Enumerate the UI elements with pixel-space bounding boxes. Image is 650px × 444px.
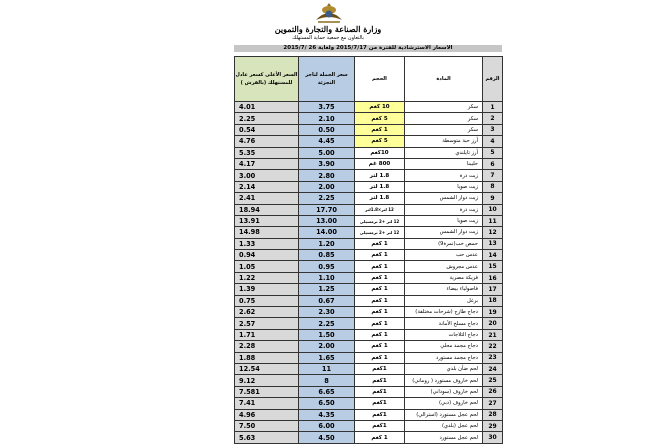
row-number: 19 — [483, 307, 503, 318]
row-number: 6 — [483, 158, 503, 169]
wholesale-price-cell: 13.00 — [299, 215, 355, 226]
row-number: 26 — [483, 386, 503, 397]
material-cell: دجاج مسلخ الأمانة — [405, 318, 483, 329]
size-cell: 12 لتر +2 ترمسيلي — [355, 227, 405, 238]
wholesale-price-cell: 1.20 — [299, 238, 355, 249]
material-cell: لحم عجل (بلدي) — [405, 420, 483, 431]
table-row — [235, 284, 503, 295]
table-row — [235, 215, 503, 226]
row-number: 14 — [483, 250, 503, 261]
row-number: 30 — [483, 432, 503, 443]
row-number: 25 — [483, 375, 503, 386]
wholesale-price-cell: 17.70 — [299, 204, 355, 215]
jordan-emblem-icon — [312, 2, 346, 24]
price-document — [154, 0, 502, 442]
row-number: 11 — [483, 215, 503, 226]
wholesale-price-cell: 2.30 — [299, 307, 355, 318]
retail-price-cell: 2.57 — [235, 318, 299, 329]
table-row — [235, 363, 503, 374]
wholesale-price-cell: 1.25 — [299, 284, 355, 295]
material-cell: لحم خاروف (دبي) — [405, 398, 483, 409]
retail-price-cell: 1.05 — [235, 261, 299, 272]
wholesale-price-cell: 2.25 — [299, 193, 355, 204]
table-row — [235, 193, 503, 204]
retail-price-cell: 5.35 — [235, 147, 299, 158]
table-row — [235, 227, 503, 238]
material-cell: سكر — [405, 113, 483, 124]
wholesale-price-cell: 6.65 — [299, 386, 355, 397]
retail-price-cell: 1.22 — [235, 272, 299, 283]
wholesale-price-cell: 11 — [299, 363, 355, 374]
size-cell: 1كغم — [355, 398, 405, 409]
wholesale-price-cell: 2.00 — [299, 181, 355, 192]
row-number: 29 — [483, 420, 503, 431]
material-cell: حليبنا — [405, 158, 483, 169]
size-cell: 1 كغم — [355, 124, 405, 135]
size-cell: 1كغم — [355, 363, 405, 374]
table-row — [235, 170, 503, 181]
retail-price-cell: 12.54 — [235, 363, 299, 374]
table-row — [235, 250, 503, 261]
table-row — [235, 147, 503, 158]
table-row — [235, 295, 503, 306]
row-number: 23 — [483, 352, 503, 363]
table-row — [235, 375, 503, 386]
size-cell: 12 لتر×1.8لتر — [355, 204, 405, 215]
size-cell: 1كغم — [355, 409, 405, 420]
row-number: 5 — [483, 147, 503, 158]
header-wholesale: سعر الجملة لتاجر التجزئة — [299, 57, 355, 102]
row-number: 20 — [483, 318, 503, 329]
retail-price-cell: 14.98 — [235, 227, 299, 238]
table-row — [235, 432, 503, 443]
table-row — [235, 409, 503, 420]
material-cell: سكر — [405, 102, 483, 113]
retail-price-cell: 18.94 — [235, 204, 299, 215]
material-cell: زيت دوار الشمس — [405, 227, 483, 238]
size-cell: 5 كغم — [355, 136, 405, 147]
retail-price-cell: 7.50 — [235, 420, 299, 431]
table-row — [235, 261, 503, 272]
size-cell: 1كغم — [355, 386, 405, 397]
row-number: 2 — [483, 113, 503, 124]
retail-price-cell: 4.17 — [235, 158, 299, 169]
retail-price-cell: 3.00 — [235, 170, 299, 181]
wholesale-price-cell: 3.90 — [299, 158, 355, 169]
material-cell: أرز تايلندي — [405, 147, 483, 158]
row-number: 1 — [483, 102, 503, 113]
size-cell: 1كغم — [355, 420, 405, 431]
table-row — [235, 113, 503, 124]
size-cell: 1.8 لتر — [355, 193, 405, 204]
wholesale-price-cell: 2.10 — [299, 113, 355, 124]
material-cell: سكر — [405, 124, 483, 135]
material-cell: لحم عجل مستورد — [405, 432, 483, 443]
row-number: 27 — [483, 398, 503, 409]
wholesale-price-cell: 4.50 — [299, 432, 355, 443]
table-row — [235, 181, 503, 192]
wholesale-price-cell: 2.80 — [299, 170, 355, 181]
ministry-title: وزارة الصناعة والتجارة والتموين — [274, 24, 382, 34]
header-retail: السعر الأعلى كسعر عادل للمستهلك (بالقرش ) — [235, 57, 299, 102]
row-number: 12 — [483, 227, 503, 238]
table-row — [235, 238, 503, 249]
wholesale-price-cell: 4.35 — [299, 409, 355, 420]
header-num: الرقم — [483, 57, 503, 102]
material-cell: فاصولياء بيضاء — [405, 284, 483, 295]
retail-price-cell: 7.41 — [235, 398, 299, 409]
size-cell: 1 كغم — [355, 352, 405, 363]
retail-price-cell: 7.581 — [235, 386, 299, 397]
size-cell: 800 غم — [355, 158, 405, 169]
wholesale-price-cell: 3.75 — [299, 102, 355, 113]
wholesale-price-cell: 1.65 — [299, 352, 355, 363]
material-cell: فريكة مصرية — [405, 272, 483, 283]
table-row — [235, 307, 503, 318]
material-cell: برغل — [405, 295, 483, 306]
row-number: 24 — [483, 363, 503, 374]
row-number: 21 — [483, 329, 503, 340]
wholesale-price-cell: 2.00 — [299, 341, 355, 352]
material-cell: زيت ذرة — [405, 204, 483, 215]
row-number: 28 — [483, 409, 503, 420]
table-row — [235, 124, 503, 135]
size-cell: 1 كغم — [355, 284, 405, 295]
wholesale-price-cell: 2.25 — [299, 318, 355, 329]
size-cell: 1 كغم — [355, 318, 405, 329]
material-cell: دجاج طازج (شرحات مختلفة) — [405, 307, 483, 318]
retail-price-cell: 5.63 — [235, 432, 299, 443]
row-number: 17 — [483, 284, 503, 295]
size-cell: 1كغم — [355, 375, 405, 386]
retail-price-cell: 4.01 — [235, 102, 299, 113]
material-cell: دجاج الثلاجات — [405, 329, 483, 340]
row-number: 18 — [483, 295, 503, 306]
wholesale-price-cell: 6.50 — [299, 398, 355, 409]
material-cell: زيت صويا — [405, 215, 483, 226]
material-cell: عدس حب — [405, 250, 483, 261]
period-banner: الأسعار الاسترشادية للفترة من 2015/7/17 ولغاية 26 /2015/7 — [234, 45, 502, 52]
size-cell: 1 كغم — [355, 307, 405, 318]
wholesale-price-cell: 6.00 — [299, 420, 355, 431]
wholesale-price-cell: 8 — [299, 375, 355, 386]
material-cell: لحم ضأن بلدي — [405, 363, 483, 374]
size-cell: 1 كغم — [355, 329, 405, 340]
retail-price-cell: 0.75 — [235, 295, 299, 306]
table-row — [235, 398, 503, 409]
row-number: 7 — [483, 170, 503, 181]
retail-price-cell: 2.28 — [235, 341, 299, 352]
material-cell: لحم خاروف (سوداني) — [405, 386, 483, 397]
retail-price-cell: 1.71 — [235, 329, 299, 340]
table-row — [235, 102, 503, 113]
material-cell: حمص حب(نمرة9) — [405, 238, 483, 249]
retail-price-cell: 4.96 — [235, 409, 299, 420]
size-cell: 12 لتر +2 ترمسيلي — [355, 215, 405, 226]
table-row — [235, 158, 503, 169]
size-cell: 1 كغم — [355, 250, 405, 261]
row-number: 4 — [483, 136, 503, 147]
table-row — [235, 318, 503, 329]
size-cell: 10كغم — [355, 147, 405, 158]
table-row — [235, 420, 503, 431]
price-table — [234, 56, 503, 444]
size-cell: 1 كغم — [355, 261, 405, 272]
wholesale-price-cell: 0.50 — [299, 124, 355, 135]
material-cell: دجاج مجمد مستورد — [405, 352, 483, 363]
wholesale-price-cell: 0.95 — [299, 261, 355, 272]
table-row — [235, 136, 503, 147]
retail-price-cell: 2.25 — [235, 113, 299, 124]
size-cell: 1 كغم — [355, 432, 405, 443]
material-cell: زيت صويا — [405, 181, 483, 192]
row-number: 10 — [483, 204, 503, 215]
size-cell: 1 كغم — [355, 238, 405, 249]
material-cell: أرز حبة متوسطة — [405, 136, 483, 147]
row-number: 9 — [483, 193, 503, 204]
size-cell: 10 كغم — [355, 102, 405, 113]
header-material: المادة — [405, 57, 483, 102]
wholesale-price-cell: 0.67 — [299, 295, 355, 306]
size-cell: 1 كغم — [355, 295, 405, 306]
size-cell: 5 كغم — [355, 113, 405, 124]
row-number: 8 — [483, 181, 503, 192]
retail-price-cell: 1.88 — [235, 352, 299, 363]
retail-price-cell: 2.41 — [235, 193, 299, 204]
material-cell: دجاج مجمد محلي — [405, 341, 483, 352]
retail-price-cell: 1.39 — [235, 284, 299, 295]
size-cell: 1.8 لتر — [355, 170, 405, 181]
material-cell: عدس مجروش — [405, 261, 483, 272]
retail-price-cell: 1.33 — [235, 238, 299, 249]
wholesale-price-cell: 14.00 — [299, 227, 355, 238]
retail-price-cell: 0.94 — [235, 250, 299, 261]
collaboration-line: بالتعاون مع جمعية حماية المستهلك — [292, 35, 364, 41]
size-cell: 1.8 لتر — [355, 181, 405, 192]
wholesale-price-cell: 4.45 — [299, 136, 355, 147]
material-cell: لحم خاروف مستورد ( روماني) — [405, 375, 483, 386]
table-row — [235, 329, 503, 340]
retail-price-cell: 4.76 — [235, 136, 299, 147]
row-number: 3 — [483, 124, 503, 135]
header-size: الحجم — [355, 57, 405, 102]
retail-price-cell: 2.14 — [235, 181, 299, 192]
retail-price-cell: 0.54 — [235, 124, 299, 135]
material-cell: زيت ذرة — [405, 170, 483, 181]
retail-price-cell: 2.62 — [235, 307, 299, 318]
row-number: 13 — [483, 238, 503, 249]
table-row — [235, 352, 503, 363]
wholesale-price-cell: 5.00 — [299, 147, 355, 158]
retail-price-cell: 9.12 — [235, 375, 299, 386]
size-cell: 1 كغم — [355, 272, 405, 283]
row-number: 16 — [483, 272, 503, 283]
wholesale-price-cell: 0.85 — [299, 250, 355, 261]
wholesale-price-cell: 1.10 — [299, 272, 355, 283]
table-row — [235, 386, 503, 397]
size-cell: 1 كغم — [355, 341, 405, 352]
wholesale-price-cell: 1.50 — [299, 329, 355, 340]
row-number: 15 — [483, 261, 503, 272]
retail-price-cell: 13.91 — [235, 215, 299, 226]
row-number: 22 — [483, 341, 503, 352]
table-row — [235, 272, 503, 283]
table-row — [235, 204, 503, 215]
table-header-row — [235, 57, 503, 102]
table-row — [235, 341, 503, 352]
material-cell: لحم عجل مستورد (استرالي) — [405, 409, 483, 420]
material-cell: زيت دوار الشمس — [405, 193, 483, 204]
